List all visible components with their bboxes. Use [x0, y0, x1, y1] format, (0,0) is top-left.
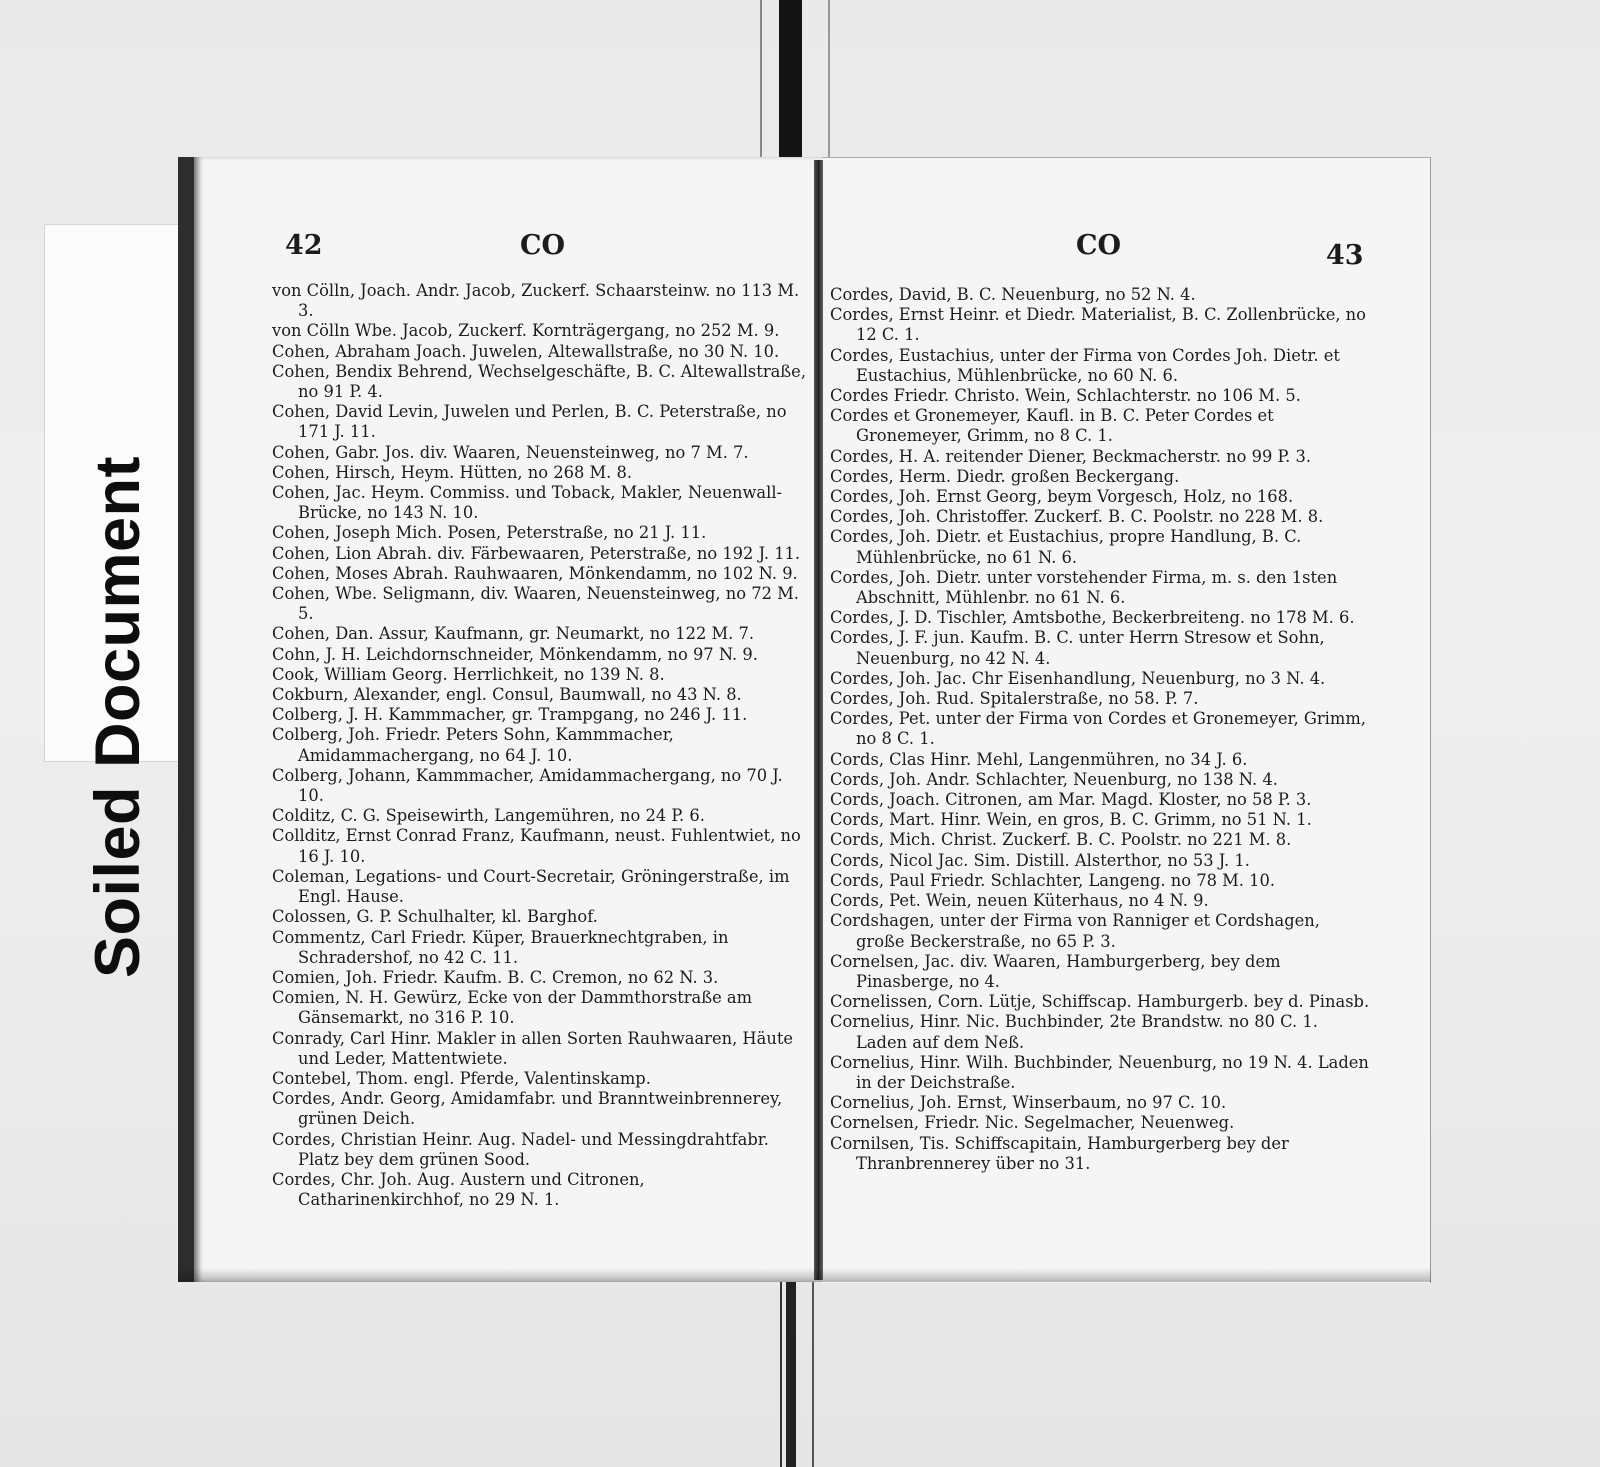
directory-entry: Colberg, J. H. Kammmacher, gr. Trampgang, no 246 J. 11.	[272, 705, 748, 725]
directory-entry: Cordes Friedr. Christo. Wein, Schlachterstr. no 106 M. 5.	[830, 386, 1301, 406]
directory-entry: Cornilsen, Tis. Schiffscapitain, Hamburgerberg bey der Thranbrennerey über no 31.	[830, 1133, 1289, 1173]
directory-entry: Cohen, Hirsch, Heym. Hütten, no 268 M. 8.	[272, 462, 633, 482]
directory-entry: Comien, Joh. Friedr. Kaufm. B. C. Cremon, no 62 N. 3.	[272, 967, 719, 987]
left-page-header: CO	[520, 230, 566, 261]
directory-entry: Cordes, Joh. Rud. Spitalerstraße, no 58. P. 7.	[830, 689, 1199, 709]
directory-entry: Cordes, Joh. Dietr. et Eustachius, propre Handlung, B. C. Mühlenbrücke, no 61 N. 6.	[830, 527, 1302, 567]
directory-entry: Cordes, Joh. Ernst Georg, beym Vorgesch, Holz, no 168.	[830, 487, 1294, 507]
directory-entry: Cordes, Eustachius, unter der Firma von Cordes Joh. Dietr. et Eustachius, Mühlenbrücke, no 60 N. 6.	[830, 345, 1340, 385]
directory-entry: Colberg, Johann, Kammmacher, Amidammachergang, no 70 J. 10.	[272, 765, 783, 806]
page-gutter	[814, 160, 823, 1280]
directory-entry: Cordes, Christian Heinr. Aug. Nadel- und Messingdrahtfabr. Platz bey dem grünen Sood.	[272, 1129, 769, 1169]
clamp-edge-right	[828, 0, 830, 170]
right-entry-list	[830, 285, 1370, 1174]
directory-entry: Cords, Paul Friedr. Schlachter, Langeng. no 78 M. 10.	[830, 870, 1276, 890]
directory-entry: von Cölln Wbe. Jacob, Zuckerf. Kornträgergang, no 252 M. 9.	[272, 321, 780, 341]
directory-entry: Cohn, J. H. Leichdornschneider, Mönkendamm, no 97 N. 9.	[272, 644, 758, 664]
directory-entry: Cordes et Gronemeyer, Kaufl. in B. C. Peter Cordes et Gronemeyer, Grimm, no 8 C. 1.	[830, 406, 1274, 446]
directory-entry: Cordes, J. D. Tischler, Amtsbothe, Beckerbreiteng. no 178 M. 6.	[830, 608, 1355, 628]
directory-entry: Cokburn, Alexander, engl. Consul, Baumwall, no 43 N. 8.	[272, 685, 742, 705]
left-page-number: 42	[285, 230, 323, 261]
directory-entry: Comien, N. H. Gewürz, Ecke von der Dammthorstraße am Gänsemarkt, no 316 P. 10.	[272, 988, 753, 1028]
directory-entry: Colossen, G. P. Schulhalter, kl. Barghof.	[272, 907, 598, 927]
directory-entry: Cordes, Joh. Dietr. unter vorstehender Firma, m. s. den 1sten Abschnitt, Mühlenbr. no 61 N. 6.	[830, 567, 1338, 608]
soiled-document-label	[44, 224, 192, 979]
directory-entry: Cordes, Joh. Christoffer. Zuckerf. B. C. Poolstr. no 228 M. 8.	[830, 507, 1324, 527]
directory-entry: Cornelius, Hinr. Wilh. Buchbinder, Neuenburg, no 19 N. 4. Laden in der Deichstraße.	[830, 1052, 1369, 1092]
directory-entry: Cords, Mart. Hinr. Wein, en gros, B. C. Grimm, no 51 N. 1.	[830, 810, 1312, 830]
directory-entry: Cohen, Lion Abrah. div. Färbewaaren, Peterstraße, no 192 J. 11.	[272, 543, 801, 563]
directory-entry: Cohen, Dan. Assur, Kaufmann, gr. Neumarkt, no 122 M. 7.	[272, 624, 755, 644]
directory-entry: Cohen, Moses Abrah. Rauhwaaren, Mönkendamm, no 102 N. 9.	[272, 563, 798, 583]
directory-entry: Cords, Joach. Citronen, am Mar. Magd. Kloster, no 58 P. 3.	[830, 790, 1312, 810]
directory-entry: Cornelissen, Corn. Lütje, Schiffscap. Hamburgerb. bey d. Pinasb.	[830, 992, 1370, 1012]
directory-entry: Contebel, Thom. engl. Pferde, Valentinskamp.	[272, 1068, 651, 1088]
directory-entry: Cordes, Andr. Georg, Amidamfabr. und Branntweinbrennerey, grünen Deich.	[272, 1089, 783, 1129]
right-page-header: CO	[1076, 230, 1122, 261]
directory-entry: Cohen, Wbe. Seligmann, div. Waaren, Neuensteinweg, no 72 M. 5.	[272, 584, 799, 624]
directory-entry: Conrady, Carl Hinr. Makler in allen Sorten Rauhwaaren, Häute und Leder, Mattentwiete.	[272, 1028, 793, 1068]
directory-entry: Cordes, David, B. C. Neuenburg, no 52 N. 4.	[830, 285, 1196, 304]
directory-entry: Cordes, Joh. Jac. Chr Eisenhandlung, Neuenburg, no 3 N. 4.	[830, 668, 1326, 688]
directory-entry: Cords, Joh. Andr. Schlachter, Neuenburg, no 138 N. 4.	[830, 769, 1278, 789]
directory-entry: Cohen, Abraham Joach. Juwelen, Altewallstraße, no 30 N. 10.	[272, 341, 780, 361]
clamp-edge-left	[760, 0, 762, 170]
right-page-number: 43	[1326, 240, 1364, 271]
directory-entry: Commentz, Carl Friedr. Küper, Brauerknechtgraben, in Schradershof, no 42 C. 11.	[272, 927, 729, 967]
directory-entry: Cordes, Chr. Joh. Aug. Austern und Citronen, Catharinenkirchhof, no 29 N. 1.	[272, 1169, 645, 1210]
directory-entry: Cordes, Herm. Diedr. großen Beckergang.	[830, 466, 1180, 486]
directory-entry: Coleman, Legations- und Court-Secretair, Gröningerstraße, im Engl. Hause.	[272, 866, 790, 907]
book-spine-top	[779, 0, 802, 168]
directory-entry: Cords, Mich. Christ. Zuckerf. B. C. Poolstr. no 221 M. 8.	[830, 830, 1292, 850]
directory-entry: Colditz, C. G. Speisewirth, Langemühren, no 24 P. 6.	[272, 806, 705, 826]
directory-entry: Cordes, Ernst Heinr. et Diedr. Materialist, B. C. Zollenbrücke, no 12 C. 1.	[830, 305, 1366, 345]
directory-entry: Colberg, Joh. Friedr. Peters Sohn, Kammmacher, Amidammachergang, no 64 J. 10.	[272, 725, 674, 765]
directory-entry: Collditz, Ernst Conrad Franz, Kaufmann, neust. Fuhlentwiet, no 16 J. 10.	[272, 826, 801, 866]
directory-entry: Cords, Nicol Jac. Sim. Distill. Alsterthor, no 53 J. 1.	[830, 850, 1250, 870]
directory-entry: Cordshagen, unter der Firma von Ranniger et Cordshagen, große Beckerstraße, no 65 P. 3.	[830, 911, 1320, 951]
directory-entry: Cohen, Gabr. Jos. div. Waaren, Neuensteinweg, no 7 M. 7.	[272, 442, 749, 462]
directory-entry: Cordes, Pet. unter der Firma von Cordes et Gronemeyer, Grimm, no 8 C. 1.	[830, 709, 1366, 749]
directory-entry: Cornelius, Joh. Ernst, Winserbaum, no 97 C. 10.	[830, 1093, 1227, 1113]
directory-entry: Cordes, J. F. jun. Kaufm. B. C. unter Herrn Stresow et Sohn, Neuenburg, no 42 N. 4.	[830, 628, 1325, 668]
book-spine-bottom	[786, 1280, 796, 1467]
directory-entry: Cornelsen, Friedr. Nic. Segelmacher, Neuenweg.	[830, 1113, 1235, 1133]
directory-entry: Cohen, David Levin, Juwelen und Perlen, B. C. Peterstraße, no 171 J. 11.	[272, 402, 787, 442]
directory-entry: Cordes, H. A. reitender Diener, Beckmacherstr. no 99 P. 3.	[830, 446, 1312, 466]
page-bottom-shadow	[178, 1268, 1431, 1282]
directory-entry: Cook, William Georg. Herrlichkeit, no 139 N. 8.	[272, 664, 665, 684]
left-entry-list	[272, 281, 807, 1210]
label-text: Soiled Document	[83, 455, 153, 979]
directory-entry: Cohen, Joseph Mich. Posen, Peterstraße, no 21 J. 11.	[272, 523, 707, 543]
directory-entry: Cornelius, Hinr. Nic. Buchbinder, 2te Brandstw. no 80 C. 1. Laden auf dem Neß.	[830, 1012, 1318, 1052]
directory-entry: von Cölln, Joach. Andr. Jacob, Zuckerf. Schaarsteinw. no 113 M. 3.	[272, 281, 800, 321]
directory-entry: Cords, Clas Hinr. Mehl, Langenmühren, no 34 J. 6.	[830, 749, 1248, 769]
directory-entry: Cornelsen, Jac. div. Waaren, Hamburgerberg, bey dem Pinasberge, no 4.	[830, 951, 1281, 991]
directory-entry: Cohen, Bendix Behrend, Wechselgeschäfte, B. C. Altewallstraße, no 91 P. 4.	[272, 361, 806, 402]
directory-entry: Cohen, Jac. Heym. Commiss. und Toback, Makler, Neuenwall-Brücke, no 143 N. 10.	[272, 483, 783, 523]
directory-entry: Cords, Pet. Wein, neuen Küterhaus, no 4 N. 9.	[830, 891, 1209, 911]
